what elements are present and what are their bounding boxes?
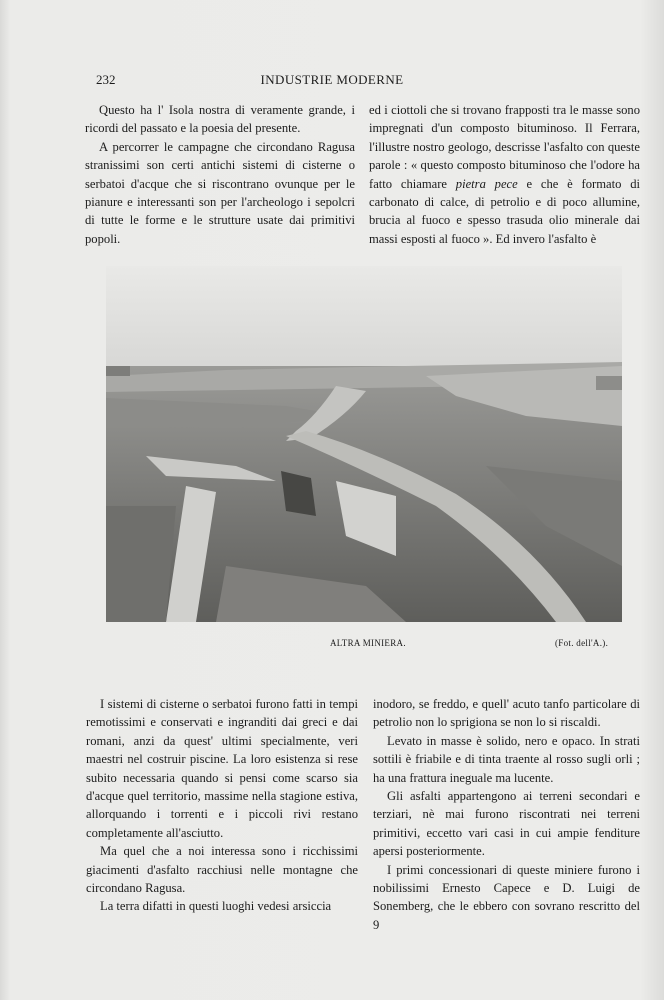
text-column-bottom-right bbox=[373, 695, 640, 934]
mine-photograph bbox=[106, 266, 622, 622]
text-column-top-left bbox=[85, 101, 355, 248]
running-title: INDUSTRIE MODERNE bbox=[260, 72, 404, 87]
text-column-top-right bbox=[369, 101, 640, 248]
italic-term: pietra pece bbox=[455, 176, 518, 191]
text-column-bottom-left bbox=[86, 695, 358, 916]
photo-credit: (Fot. dell'A.). bbox=[555, 638, 609, 648]
text-run: e che è formato di carbonato di calce, di petrolio e di poco allumine, brucia al fuoco e spesso trasuda olio minerale dai massi esposti al fuoco ». Ed invero l'asfalto è bbox=[369, 176, 640, 246]
text-run: ed i ciottoli che si trovano frapposti tra le masse sono impregnati d'un composto bituminoso. Il Ferrara, l'illustre nostro geologo, descrisse l'asfalto con queste parole : « questo composto bituminoso che l'odore ha fatto chiamare bbox=[369, 103, 640, 191]
paragraph: Gli asfalti appartengono ai terreni secondari e terziari, nè mai furono riscontrati nei terreni primitivi, eccetto vari casi in cui ampie fenditure apersi posteriormente. bbox=[373, 789, 640, 859]
figure-caption: ALTRA MINIERA. bbox=[330, 638, 406, 648]
paragraph: A percorrer le campagne che circondano Ragusa stranissimi son certi antichi sistemi di cisterne o serbatoi d'acque che si riscontrano ovunque per le pianure e interessanti son per l'archeologo i sepolcri di tutte le forme e le strutture usate dai primitivi popoli. bbox=[85, 139, 355, 246]
paragraph: Questo ha l' Isola nostra di veramente grande, i ricordi del passato e la poesia del presente. bbox=[85, 103, 355, 136]
paragraph: Ma quel che a noi interessa sono i ricchissimi giacimenti d'asfalto racchiusi nelle montagne che circondano Ragusa. bbox=[86, 844, 358, 896]
paragraph: I primi concessionari di queste miniere furono i nobilissimi Ernesto Capece e D. Luigi de Sonemberg, che le ebbero con sovrano rescritto del 9 bbox=[373, 862, 640, 932]
paragraph: Levato in masse è solido, nero e opaco. In strati sottili è friabile e di tinta traente al rosso sugli orli ; ha una frattura ineguale ma lucente. bbox=[373, 733, 640, 785]
page-header bbox=[0, 72, 664, 88]
paragraph bbox=[369, 101, 640, 248]
page-number: 232 bbox=[96, 72, 116, 87]
paragraph: inodoro, se freddo, e quell' acuto tanfo particolare di petrolio non lo sprigiona se non lo si riscaldi. bbox=[373, 697, 640, 730]
paragraph: I sistemi di cisterne o serbatoi furono fatti in tempi remotissimi e conservati e ingranditi dai greci e dai romani, anzi da quest' ultimi specialmente, veri maestri nel costruir piscine. La loro esistenza si rese subito necessaria quando si pensi come scarso sia d'acque quel territorio, massime nella stagione estiva, allorquando i torrenti e i piccoli rivi restano completamente all'asciutto. bbox=[86, 697, 358, 840]
paragraph: La terra difatti in questi luoghi vedesi arsiccia bbox=[100, 899, 332, 914]
